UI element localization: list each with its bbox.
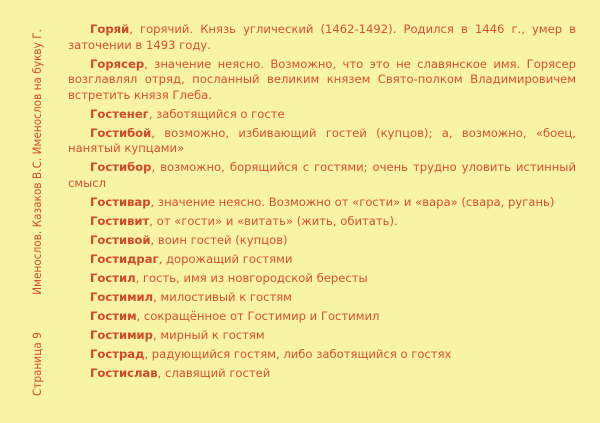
entry-definition: , горячий. Князь углический (1462-1492). Родился в 1446 г., умер в заточении в 1493 году. (68, 22, 576, 52)
entry-gostislav (68, 366, 576, 382)
entry-term: Гострад (90, 346, 145, 361)
entry-definition: , возможно, борящийся с гостями; очень трудно уловить истинный смысл (68, 160, 576, 190)
entry-term: Горясер (90, 56, 145, 71)
entry-term: Гостивар (90, 194, 151, 209)
entry-gosteneg (68, 107, 576, 123)
entry-gostibor (68, 160, 576, 191)
entry-definition: , возможно, избивающий гостей (купцов); а, возможно, «боец, нанятый купцами» (68, 125, 576, 156)
entry-term: Гостибор (90, 160, 152, 175)
entry-term: Гостим (90, 308, 137, 323)
name-dictionary (68, 22, 576, 385)
entry-definition: , от «гости» и «витать» (жить, обитать). (149, 213, 398, 228)
entry-term: Горяй (90, 22, 130, 36)
entry-goryaser (68, 57, 576, 104)
entry-gostil (68, 271, 576, 287)
entry-gostidrag (68, 252, 576, 268)
entry-definition: , значение неясно. Возможно от «гости» и «вара» (свара, ругань) (150, 194, 555, 209)
entry-definition: , славящий гостей (157, 365, 271, 380)
entry-definition: , дорожащий гостями (158, 251, 293, 266)
entry-definition: , заботящийся о госте (148, 106, 285, 121)
entry-gostrad (68, 347, 576, 363)
entry-term: Гостидраг (90, 251, 159, 266)
entry-term: Гостибой (90, 125, 152, 140)
entry-gostivoy (68, 233, 576, 249)
entry-gostivar (68, 195, 576, 211)
entry-term: Гостимир (90, 327, 153, 342)
entry-definition: , воин гостей (купцов) (150, 232, 288, 247)
entry-definition: , милостивый к гостям (153, 289, 292, 304)
entry-term: Гостимил (90, 289, 154, 304)
entry-definition: , сокращённое от Гостимир и Гостимил (136, 308, 380, 323)
entry-term: Гостивит (90, 213, 150, 228)
sidebar-caption (30, 28, 48, 396)
entry-definition: , значение неясно. Возможно, что это не славянское имя. Горясер возглавлял отряд, посланный великим князем Свято-полком Владимировичем встретить князя Глеба. (68, 56, 576, 102)
entry-goryay (68, 22, 576, 53)
entry-definition: , гость, имя из новгородской бересты (135, 270, 368, 285)
entry-gostivit (68, 214, 576, 230)
entry-gostim (68, 309, 576, 325)
entry-term: Гостил (90, 270, 136, 285)
entry-term: Гостенег (90, 106, 149, 121)
book-title: Именослов. Казаков В.С. Именослов на букву Г. (30, 28, 44, 295)
entry-gostiboy (68, 126, 576, 157)
page-number: Страница 9 (30, 332, 44, 396)
entry-term: Гостивой (90, 232, 151, 247)
entry-gostimir (68, 328, 576, 344)
entry-definition: , мирный к гостям (152, 327, 265, 342)
entry-definition: , радующийся гостям, либо заботящийся о гостях (144, 346, 452, 361)
entry-gostimil (68, 290, 576, 306)
entry-term: Гостислав (90, 365, 158, 380)
